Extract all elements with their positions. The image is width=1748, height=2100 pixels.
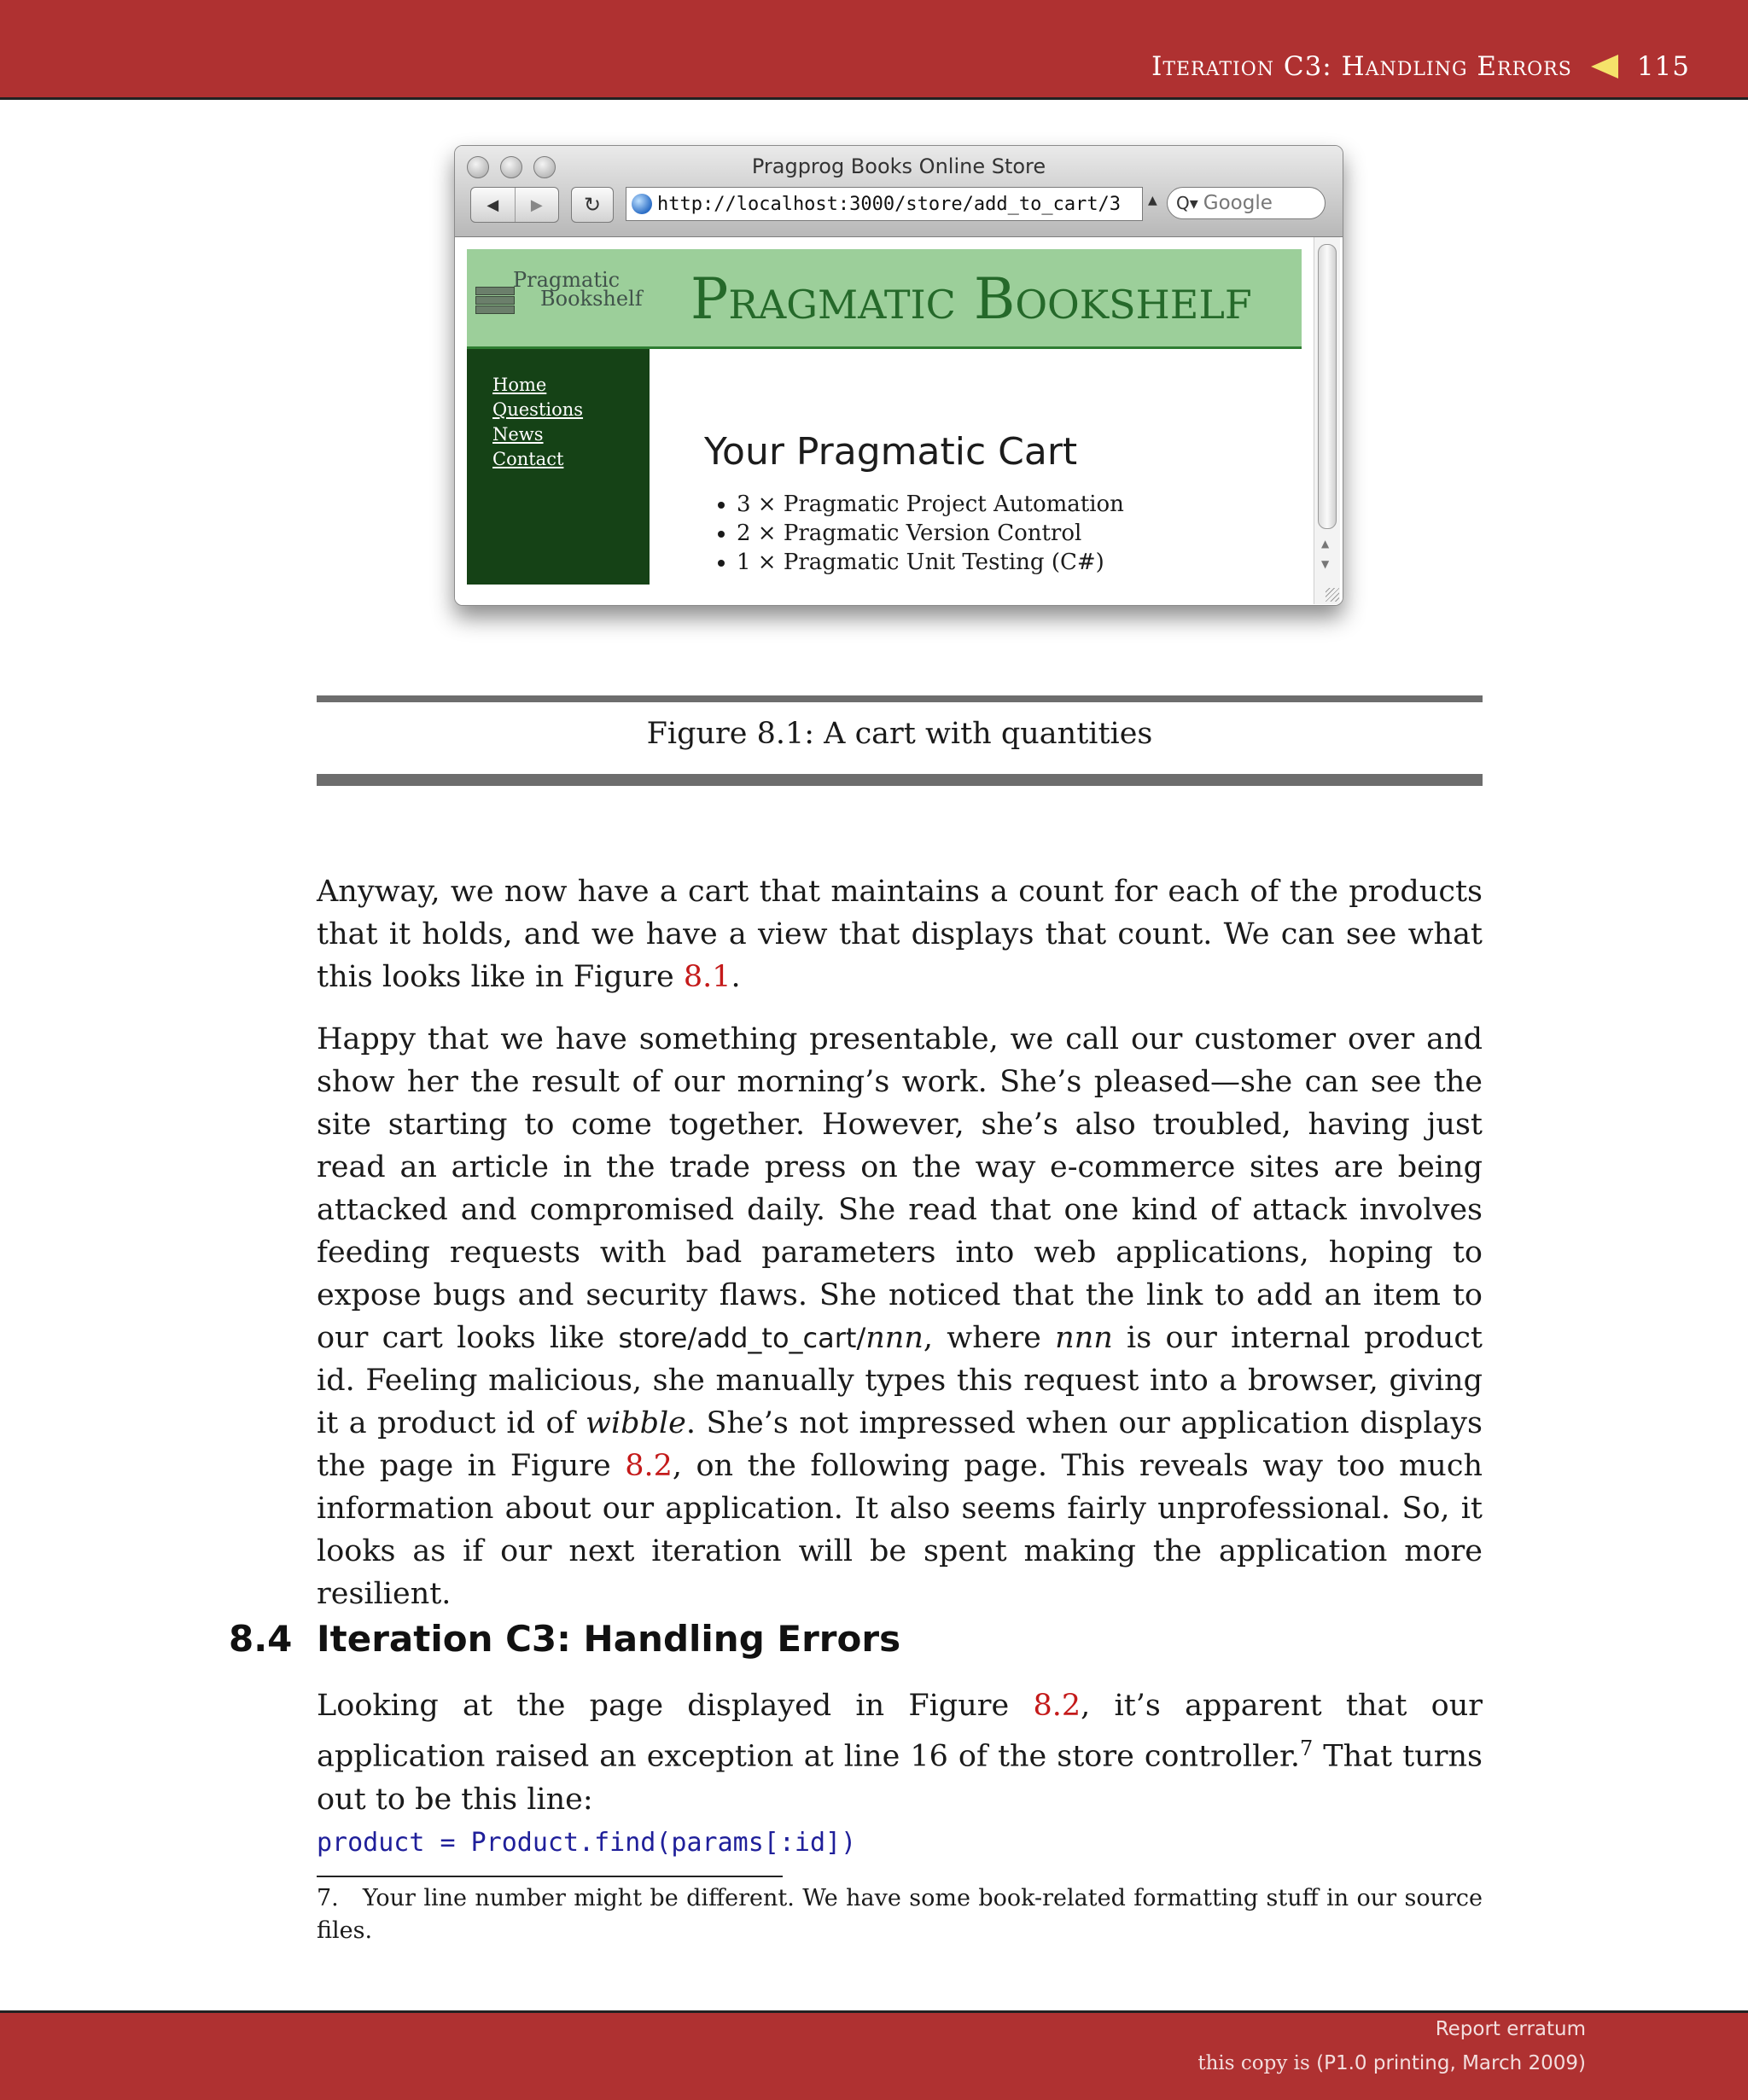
side-link-home: Home (492, 375, 547, 395)
cart-item: • 1 × Pragmatic Unit Testing (C#) (737, 548, 1124, 577)
figure-link-8-2[interactable]: 8.2 (1033, 1689, 1081, 1723)
search-field (1167, 187, 1326, 219)
side-link-questions: Questions (492, 399, 584, 420)
logo-line-1: Pragmatic (513, 268, 621, 292)
cart-item: • 3 × Pragmatic Project Automation (737, 490, 1124, 519)
paragraph-2: Happy that we have something presentable, we call our customer over and show her the result of our morning’s work. She’s pleased—she can see the site starting to come together. However, she’s also troubled, having just read an article in the trade press on the way e-commerce sites are being attacked and compromised daily. She read that one kind of attack involves feeding requests with bad parameters into web applications, hoping to expose bugs and security flaws. She noticed that the link to add an item to our cart looks like store/add_to_cart/nnn, where nnn is our internal product id. Feeling malicious, she manually types this request into a browser, giving it a product id of wibble. She’s not impressed when our application displays the page in Figure 8.2, on the following page. This reveals way too much information about our application. It also seems fairly unprofessional. So, it looks as if our next iteration will be spent making the application more resilient. (317, 1022, 1483, 1611)
window-title: Pragprog Books Online Store (751, 154, 1046, 178)
paragraph-3: Looking at the page displayed in Figure 8.2, it’s apparent that our application raised an exception at line 16 of the store controller.$^7$ That turns out to be this line: (317, 1689, 1483, 1817)
footnote-rule (317, 1876, 783, 1877)
search-icon: Q▾ (1176, 193, 1198, 213)
cart-item: • 2 × Pragmatic Version Control (737, 519, 1124, 548)
figure-rule-bottom (317, 774, 1483, 786)
term-wibble: wibble (586, 1406, 686, 1440)
site-banner (467, 249, 1302, 349)
footnote-marker[interactable]: 7 (1300, 1736, 1314, 1760)
scroll-down-arrow-icon: ▼ (1321, 558, 1330, 570)
running-title: Iteration C3: Handling Errors (1151, 51, 1572, 82)
side-link-contact: Contact (492, 449, 564, 469)
figure-caption: Figure 8.1: A cart with quantities (646, 717, 1153, 751)
browser-toolbar (455, 146, 1343, 237)
browser-viewport (455, 237, 1343, 605)
side-nav-links (492, 373, 583, 472)
back-forward-buttons (470, 187, 559, 223)
header-band (0, 0, 1748, 100)
figure-link-8-2[interactable]: 8.2 (625, 1449, 673, 1483)
section-number: 8.4 (229, 1618, 293, 1660)
figure-rule-top (317, 695, 1483, 702)
forward-arrow-icon: ▶ (515, 188, 559, 222)
address-url: http://localhost:3000/store/add_to_cart/3 (657, 193, 1122, 215)
scroll-up-arrow-icon: ▲ (1321, 538, 1330, 550)
search-placeholder: Google (1203, 192, 1273, 214)
cart-title: Your Pragmatic Cart (704, 430, 1078, 474)
site-logo (475, 268, 655, 328)
browser-screenshot (454, 145, 1343, 606)
reload-icon: ↻ (571, 187, 614, 223)
paragraph-1: Anyway, we now have a cart that maintains a count for each of the products that it holds, and we have a view that displays that count. We can see what this looks like in Figure 8.1. (317, 875, 1483, 994)
address-bar (626, 187, 1143, 221)
section-title: Iteration C3: Handling Errors (317, 1618, 901, 1660)
back-arrow-icon: ◀ (487, 195, 499, 214)
vertical-scrollbar (1314, 237, 1340, 604)
footnote: 7. Your line number might be different. We have some book-related formatting stuff in our source files. (317, 1885, 1483, 1944)
side-nav (467, 349, 650, 585)
running-head (1151, 51, 1690, 82)
previous-page-arrow-icon[interactable] (1591, 55, 1618, 79)
banner-title: Pragmatic Bookshelf (690, 266, 1252, 332)
side-link-news: News (492, 424, 544, 445)
history-caret-icon: ▲ (1148, 194, 1157, 207)
printing-info: this copy is (P1.0 printing, March 2009) (1197, 2052, 1586, 2074)
scrollbar-thumb (1318, 244, 1337, 529)
code-line: product = Product.find(params[:id]) (317, 1828, 857, 1858)
globe-icon (632, 194, 652, 214)
books-icon (475, 287, 513, 316)
resize-grip-icon (1326, 588, 1339, 602)
figure-link-8-1[interactable]: 8.1 (683, 960, 731, 994)
cart-list (704, 490, 1124, 577)
variable-nnn: nnn (1055, 1321, 1113, 1355)
url-path: store/add_to_cart/ (618, 1322, 866, 1354)
page-number: 115 (1636, 51, 1690, 82)
logo-line-2: Bookshelf (540, 287, 643, 311)
report-erratum-link[interactable]: Report erratum (1435, 2018, 1586, 2040)
